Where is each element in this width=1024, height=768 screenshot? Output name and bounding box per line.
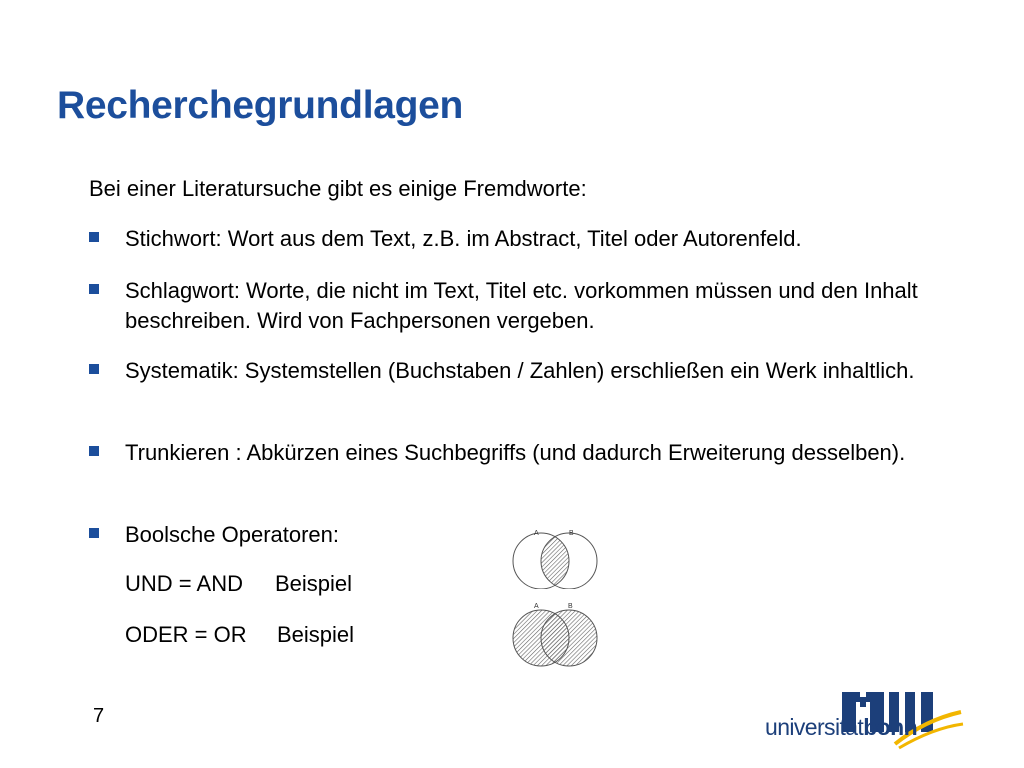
bullet-text: Boolsche Operatoren: xyxy=(125,522,340,547)
bullet-text: Systematik: Systemstellen (Buchstaben / Zahlen) erschließen ein Werk inhaltlich. xyxy=(125,358,915,383)
bullet-text: Schlagwort: Worte, die nicht im Text, Titel etc. vorkommen müssen und den Inhalt beschreiben. Wird von Fachpersonen vergeben. xyxy=(125,278,918,333)
square-bullet-icon xyxy=(89,446,99,456)
venn-label-a: A xyxy=(534,603,539,610)
operator-term: UND = AND xyxy=(125,571,243,596)
intro-text: Bei einer Literatursuche gibt es einige Fremdworte: xyxy=(89,176,587,201)
slide-title: Recherchegrundlagen xyxy=(57,84,464,127)
operator-and-row xyxy=(125,569,352,599)
operator-example: Beispiel xyxy=(277,622,355,647)
square-bullet-icon xyxy=(89,364,99,374)
page-number: 7 xyxy=(93,705,105,727)
logo-wordmark xyxy=(765,713,917,741)
operator-term: ODER = OR xyxy=(125,622,247,647)
operator-example: Beispiel xyxy=(275,571,353,596)
bullet-text: Trunkieren : Abkürzen eines Suchbegriffs (und dadurch Erweiterung desselben). xyxy=(125,440,906,465)
venn-or-diagram xyxy=(505,600,605,668)
square-bullet-icon xyxy=(89,232,99,242)
venn-label-b: B xyxy=(568,603,573,610)
square-bullet-icon xyxy=(89,284,99,294)
operator-or-row xyxy=(125,620,354,650)
venn-label-a: A xyxy=(534,530,539,537)
venn-label-b: B xyxy=(569,530,574,537)
logo-text-bold: bonn xyxy=(863,714,918,740)
square-bullet-icon xyxy=(89,528,99,538)
logo-text-regular: universität xyxy=(765,714,864,740)
venn-and-diagram xyxy=(505,527,605,589)
bullet-text: Stichwort: Wort aus dem Text, z.B. im Abstract, Titel oder Autorenfeld. xyxy=(125,226,802,251)
